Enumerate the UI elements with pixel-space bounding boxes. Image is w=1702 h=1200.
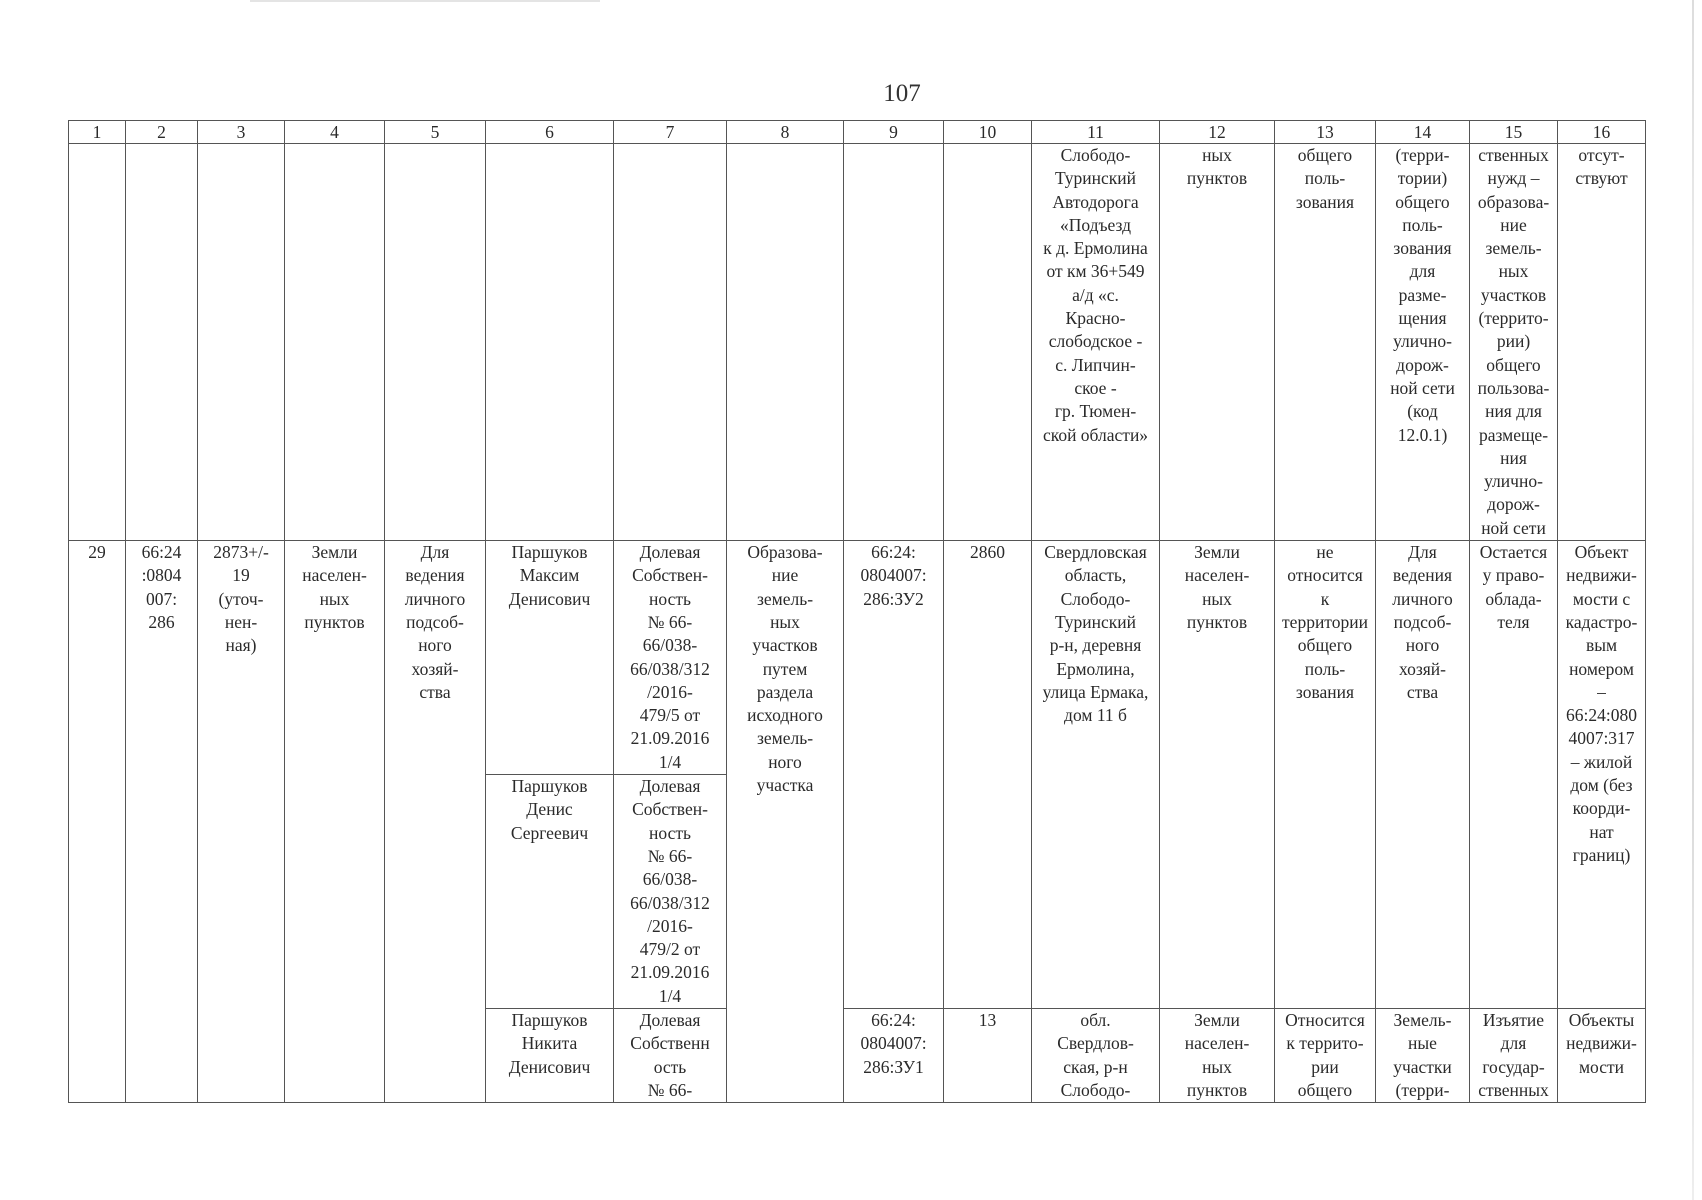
new-parcel-number-cell: 66:24: 0804007: 286:ЗУ2 — [844, 541, 944, 1009]
owner-name-cell: Паршуков Никита Денисович — [486, 1009, 614, 1103]
col-header-11: 11 — [1032, 121, 1160, 144]
empty-cell — [285, 144, 385, 541]
col-header-5: 5 — [385, 121, 486, 144]
permitted-use-cell: (терри- тории) общего поль- зования для разме- щения улично- дорож- ной сети (код 12.0.1) — [1376, 144, 1470, 541]
land-category-cell: Земли населен- ных пунктов — [1160, 541, 1275, 1009]
record-row-owner-1 — [69, 541, 1646, 775]
continuation-row — [69, 144, 1646, 541]
col-header-10: 10 — [944, 121, 1032, 144]
buildings-cell: Объект недвижи- мости с кадастро- вым номером – 66:24:080 4007:317 – жилой дом (без коорди- нат границ) — [1558, 541, 1646, 1009]
empty-cell — [198, 144, 285, 541]
ownership-right-cell: Долевая Собственн ость № 66- — [614, 1009, 727, 1103]
col-header-16: 16 — [1558, 121, 1646, 144]
new-parcel-area-cell: 2860 — [944, 541, 1032, 1009]
area-cell: 2873+/- 19 (уточ- нен- ная) — [198, 541, 285, 1103]
land-category-cell: ных пунктов — [1160, 144, 1275, 541]
ownership-right-cell: Долевая Собствен- ность № 66- 66/038- 66/038/312 /2016- 479/5 от 21.09.2016 1/4 — [614, 541, 727, 775]
column-number-row — [69, 121, 1646, 144]
col-header-7: 7 — [614, 121, 727, 144]
public-use-cell: не относится к территории общего поль- зования — [1275, 541, 1376, 1009]
purpose-cell: Изъятие для государ- ственных — [1470, 1009, 1558, 1103]
buildings-cell: Объекты недвижи- мости — [1558, 1009, 1646, 1103]
empty-cell — [126, 144, 198, 541]
col-header-1: 1 — [69, 121, 126, 144]
purpose-cell: Остается у право- облада- теля — [1470, 541, 1558, 1009]
public-use-cell: общего поль- зования — [1275, 144, 1376, 541]
cadastral-number-cell: 66:24 :0804 007: 286 — [126, 541, 198, 1103]
formation-method-cell: Образова- ние земель- ных участков путем раздела исходного земель- ного участка — [727, 541, 844, 1103]
col-header-3: 3 — [198, 121, 285, 144]
permitted-use-cell: Для ведения личного подсоб- ного хозяй- ства — [1376, 541, 1470, 1009]
col-header-14: 14 — [1376, 121, 1470, 144]
col-header-4: 4 — [285, 121, 385, 144]
empty-cell — [727, 144, 844, 541]
permitted-use-cell: Земель- ные участки (терри- — [1376, 1009, 1470, 1103]
ownership-right-cell: Долевая Собствен- ность № 66- 66/038- 66/038/312 /2016- 479/2 от 21.09.2016 1/4 — [614, 775, 727, 1009]
empty-cell — [944, 144, 1032, 541]
empty-cell — [385, 144, 486, 541]
new-parcel-area-cell: 13 — [944, 1009, 1032, 1103]
col-header-15: 15 — [1470, 121, 1558, 144]
address-cell: обл. Свердлов- ская, р-н Слободо- — [1032, 1009, 1160, 1103]
row-number-cell: 29 — [69, 541, 126, 1103]
permitted-use-cell: Для ведения личного подсоб- ного хозяй- ства — [385, 541, 486, 1103]
land-category-cell: Земли населен- ных пунктов — [285, 541, 385, 1103]
col-header-2: 2 — [126, 121, 198, 144]
buildings-cell: отсут- ствуют — [1558, 144, 1646, 541]
empty-cell — [69, 144, 126, 541]
owner-name-cell: Паршуков Денис Сергеевич — [486, 775, 614, 1009]
col-header-12: 12 — [1160, 121, 1275, 144]
new-parcel-number-cell: 66:24: 0804007: 286:ЗУ1 — [844, 1009, 944, 1103]
land-register-table — [68, 120, 1646, 1103]
col-header-6: 6 — [486, 121, 614, 144]
col-header-9: 9 — [844, 121, 944, 144]
col-header-13: 13 — [1275, 121, 1376, 144]
address-cell: Свердловская область, Слободо- Туринский р-н, деревня Ермолина, улица Ермака, дом 11 б — [1032, 541, 1160, 1009]
col-header-8: 8 — [727, 121, 844, 144]
empty-cell — [614, 144, 727, 541]
scan-edge-right — [1692, 0, 1694, 1200]
address-cell: Слободо- Туринский Автодорога «Подъезд к д. Ермолина от км 36+549 а/д «с. Красно- слободское - с. Липчин- ское - гр. Тюмен- ской области» — [1032, 144, 1160, 541]
empty-cell — [844, 144, 944, 541]
purpose-cell: ственных нужд – образова- ние земель- ных участков (террито- рии) общего пользова- ния для размеще- ния улично- дорож- ной сети — [1470, 144, 1558, 541]
scan-edge-top — [250, 0, 600, 2]
public-use-cell: Относится к террито- рии общего — [1275, 1009, 1376, 1103]
owner-name-cell: Паршуков Максим Денисович — [486, 541, 614, 775]
land-category-cell: Земли населен- ных пунктов — [1160, 1009, 1275, 1103]
page-number: 107 — [883, 80, 921, 107]
empty-cell — [486, 144, 614, 541]
